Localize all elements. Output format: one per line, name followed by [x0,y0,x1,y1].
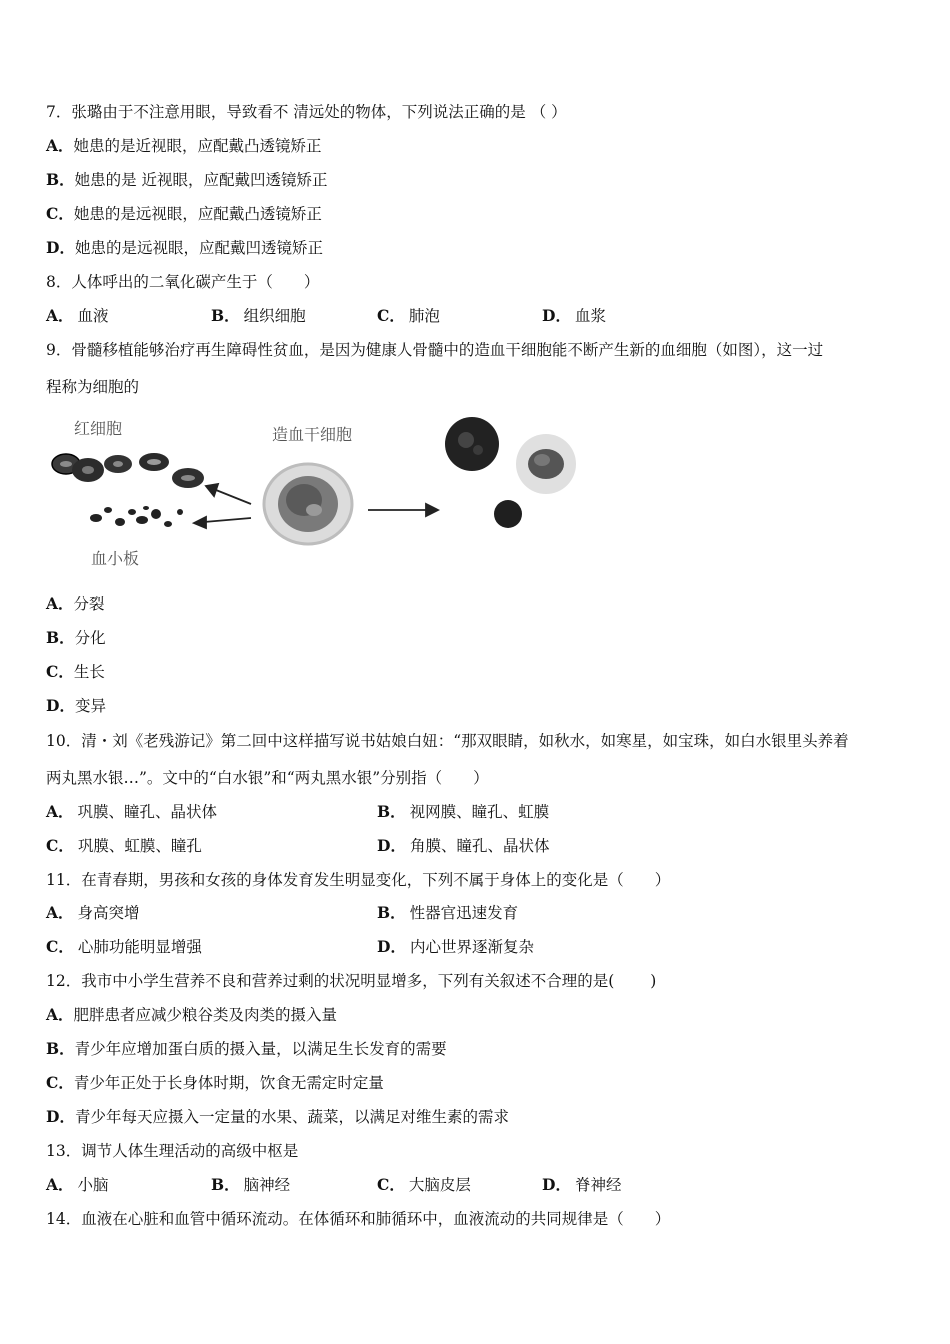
q13-option-d: D． 脊神经 [542,1175,622,1194]
q8-option-b: B． 组织细胞 [211,306,306,325]
q10-option-d: D． 角膜、瞳孔、晶状体 [377,836,550,855]
arrow-to-rbc [206,484,251,504]
q12-option-d: D．青少年每天应摄入一定量的水果、蔬菜，以满足对维生素的需求 [46,1107,509,1126]
q10-option-a: A． 巩膜、瞳孔、晶状体 [46,802,218,821]
platelets [90,506,183,527]
q13-option-b: B． 脑神经 [211,1175,291,1194]
q9-stem-line1: 9．骨髓移植能够治疗再生障碍性贫血，是因为健康人骨髓中的造血干细胞能不断产生新的血细胞（如图），这一过 [46,341,824,359]
q7-option-a: A．她患的是近视眼，应配戴凸透镜矫正 [46,136,322,155]
q9-option-d: D．变异 [46,696,106,715]
q13-option-c: C． 大脑皮层 [377,1175,471,1194]
q8-option-d: D． 血浆 [542,306,606,325]
blood-cell-diagram [46,412,606,577]
q12-stem: 12．我市中小学生营养不良和营养过剩的状况明显增多，下列有关叙述不合理的是( ) [46,972,657,990]
q8-stem: 8．人体呼出的二氧化碳产生于（ ） [46,273,320,291]
q10-option-b: B． 视网膜、瞳孔、虹膜 [377,802,550,821]
q7-option-d: D．她患的是远视眼，应配戴凹透镜矫正 [46,238,323,257]
q12-option-c: C．青少年正处于长身体时期，饮食无需定时定量 [46,1073,384,1092]
q11-option-c: C． 心肺功能明显增强 [46,937,202,956]
q8-option-a: A． 血液 [46,306,109,325]
q7-option-c: C．她患的是远视眼，应配戴凸透镜矫正 [46,204,322,223]
q11-option-b: B． 性器官迅速发育 [377,903,519,922]
white-blood-cells [445,417,576,528]
q14-stem: 14．血液在心脏和血管中循环流动。在体循环和肺循环中，血液流动的共同规律是（ ） [46,1210,671,1228]
label-stem-cell: 造血干细胞 [272,425,353,444]
q8-option-c: C． 肺泡 [377,306,440,325]
label-platelet: 血小板 [91,549,140,568]
q9-option-a: A．分裂 [46,594,105,613]
label-red-blood-cell: 红细胞 [74,419,123,438]
arrow-to-white-cells [368,504,438,516]
q9-option-c: C．生长 [46,662,105,681]
q11-stem: 11．在青春期，男孩和女孩的身体发育发生明显变化，下列不属于身体上的变化是（ ） [46,871,671,889]
q7-stem: 7．张璐由于不注意用眼，导致看不 清远处的物体，下列说法正确的是 （ ） [46,103,567,121]
stem-cell [264,464,352,544]
q7-option-b: B．她患的是 近视眼，应配戴凹透镜矫正 [46,170,328,189]
q12-option-b: B．青少年应增加蛋白质的摄入量，以满足生长发育的需要 [46,1039,447,1058]
q12-option-a: A．肥胖患者应减少粮谷类及肉类的摄入量 [46,1005,338,1024]
q13-option-a: A． 小脑 [46,1175,109,1194]
q10-option-c: C． 巩膜、虹膜、瞳孔 [46,836,202,855]
q9-option-b: B．分化 [46,628,106,647]
q9-stem-line2: 程称为细胞的 [46,378,140,396]
blood-cell-figure [46,412,606,577]
q10-stem-line2: 两丸黑水银…”。文中的“白水银”和“两丸黑水银”分别指（ ） [46,769,489,787]
q11-option-a: A． 身高突增 [46,903,140,922]
arrow-to-platelet [194,517,251,528]
red-blood-cells [52,453,204,488]
q10-stem-line1: 10．清・刘《老残游记》第二回中这样描写说书姑娘白妞：“那双眼睛，如秋水，如寒星，如宝珠，如白水银里头养着 [46,732,849,750]
q13-stem: 13．调节人体生理活动的高级中枢是 [46,1142,299,1160]
q11-option-d: D． 内心世界逐渐复杂 [377,937,534,956]
